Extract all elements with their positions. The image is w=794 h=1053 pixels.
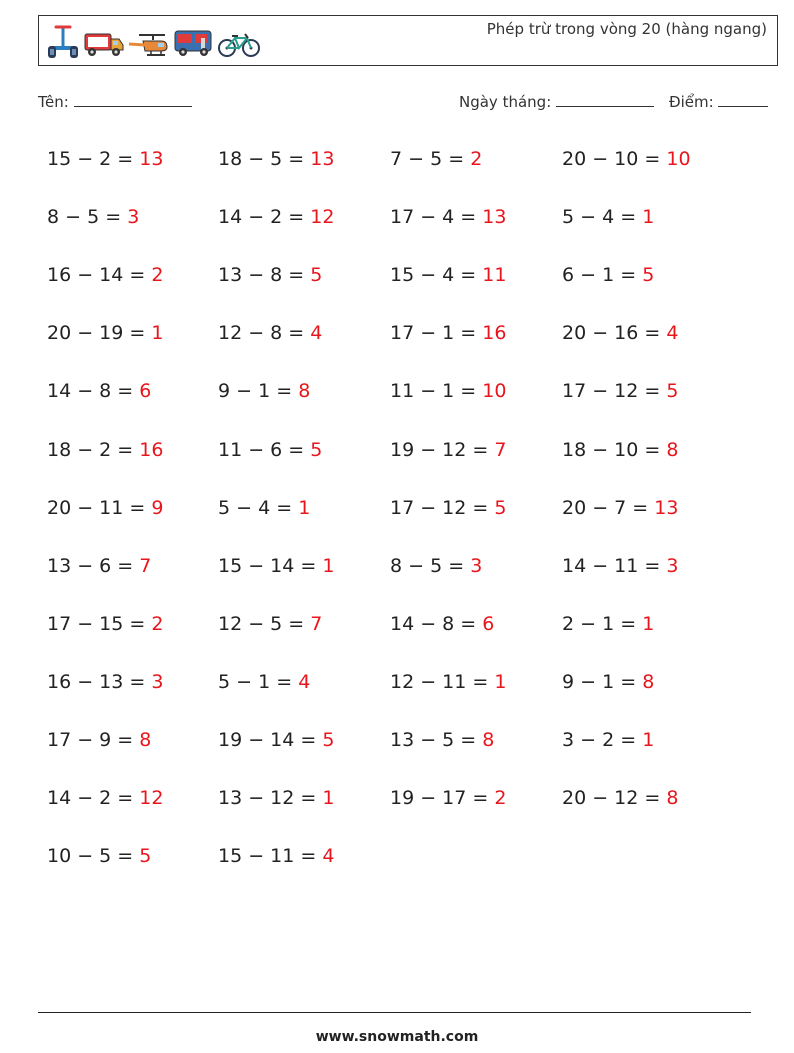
problem-45 xyxy=(47,787,163,809)
score-blank[interactable] xyxy=(718,92,768,107)
problem-answer: 13 xyxy=(482,206,507,229)
problem-answer: 5 xyxy=(139,845,152,868)
name-label: Tên: xyxy=(38,93,69,111)
score-field xyxy=(669,92,768,111)
problem-answer: 2 xyxy=(494,787,507,810)
problem-32 xyxy=(562,555,678,577)
problem-1 xyxy=(47,148,163,170)
problem-question: 11 − 1 = xyxy=(390,380,483,403)
van-icon xyxy=(173,28,215,58)
problem-question: 18 − 10 = xyxy=(562,438,667,461)
problem-answer: 5 xyxy=(310,264,323,287)
problem-question: 20 − 7 = xyxy=(562,496,655,519)
header-box xyxy=(38,15,778,66)
helicopter-icon xyxy=(127,32,171,58)
problem-answer: 2 xyxy=(151,264,164,287)
problem-33 xyxy=(47,613,163,635)
problem-4 xyxy=(562,148,691,170)
problem-17 xyxy=(47,380,151,402)
problem-41 xyxy=(47,729,151,751)
problem-answer: 12 xyxy=(310,206,335,229)
problem-8 xyxy=(562,206,654,228)
problem-question: 20 − 12 = xyxy=(562,787,667,810)
problem-answer: 1 xyxy=(322,554,335,577)
problem-2 xyxy=(218,148,334,170)
problem-answer: 13 xyxy=(654,496,679,519)
problem-answer: 5 xyxy=(666,380,679,403)
problem-answer: 1 xyxy=(322,787,335,810)
problem-19 xyxy=(390,380,506,402)
problem-question: 20 − 11 = xyxy=(47,496,152,519)
problem-question: 15 − 4 = xyxy=(390,264,483,287)
problem-answer: 7 xyxy=(310,612,323,635)
problem-question: 14 − 2 = xyxy=(47,787,140,810)
worksheet-title: Phép trừ trong vòng 20 (hàng ngang) xyxy=(486,20,767,38)
problem-29 xyxy=(47,555,151,577)
problem-answer: 1 xyxy=(642,612,655,635)
problem-question: 17 − 9 = xyxy=(47,729,140,751)
problem-question: 5 − 4 = xyxy=(218,496,299,519)
problem-answer: 5 xyxy=(494,496,507,519)
problem-answer: 9 xyxy=(151,496,164,519)
problem-question: 18 − 5 = xyxy=(218,148,311,170)
name-blank[interactable] xyxy=(74,92,192,107)
problem-30 xyxy=(218,555,334,577)
date-label: Ngày tháng: xyxy=(459,93,552,111)
problem-answer: 16 xyxy=(482,322,507,345)
problem-6 xyxy=(218,206,334,228)
problem-answer: 8 xyxy=(298,380,311,403)
problem-answer: 8 xyxy=(139,729,152,751)
problem-question: 17 − 4 = xyxy=(390,206,483,229)
problem-answer: 2 xyxy=(151,612,164,635)
problem-question: 2 − 1 = xyxy=(562,612,643,635)
problem-question: 8 − 5 = xyxy=(47,206,128,229)
problem-answer: 6 xyxy=(139,380,152,403)
footer-divider xyxy=(38,1012,751,1013)
problem-question: 20 − 19 = xyxy=(47,322,152,345)
problem-answer: 10 xyxy=(482,380,507,403)
date-field xyxy=(459,92,654,111)
problem-question: 14 − 8 = xyxy=(390,612,483,635)
footer-website: www.snowmath.com xyxy=(315,1029,479,1045)
problem-question: 5 − 4 = xyxy=(562,206,643,229)
problem-16 xyxy=(562,322,678,344)
problem-28 xyxy=(562,497,678,519)
problem-answer: 16 xyxy=(139,438,164,461)
problem-3 xyxy=(390,148,482,170)
problem-question: 18 − 2 = xyxy=(47,438,140,461)
problem-question: 19 − 14 = xyxy=(218,729,323,751)
problem-question: 16 − 14 = xyxy=(47,264,152,287)
problem-answer: 8 xyxy=(482,729,495,751)
problem-44 xyxy=(562,729,654,751)
problem-13 xyxy=(47,322,163,344)
scooter-icon xyxy=(45,24,81,58)
problem-answer: 1 xyxy=(298,496,311,519)
problem-36 xyxy=(562,613,654,635)
problem-42 xyxy=(218,729,334,751)
problem-10 xyxy=(218,264,322,286)
header-icons xyxy=(45,24,261,58)
problem-48 xyxy=(562,787,678,809)
problem-answer: 1 xyxy=(642,206,655,229)
problem-answer: 4 xyxy=(666,322,679,345)
problem-question: 8 − 5 = xyxy=(390,554,471,577)
problem-40 xyxy=(562,671,654,693)
problem-answer: 1 xyxy=(151,322,164,345)
problem-question: 19 − 17 = xyxy=(390,787,495,810)
problem-20 xyxy=(562,380,678,402)
problem-35 xyxy=(390,613,494,635)
problem-question: 12 − 5 = xyxy=(218,612,311,635)
bicycle-icon xyxy=(217,32,261,58)
problem-38 xyxy=(218,671,310,693)
problem-43 xyxy=(390,729,494,751)
problem-question: 14 − 2 = xyxy=(218,206,311,229)
problem-answer: 12 xyxy=(139,787,164,810)
truck-icon xyxy=(83,30,125,58)
problem-answer: 5 xyxy=(322,729,335,751)
problem-answer: 11 xyxy=(482,264,507,287)
problem-answer: 4 xyxy=(322,845,335,868)
problem-question: 12 − 8 = xyxy=(218,322,311,345)
problem-answer: 1 xyxy=(494,670,507,693)
problem-37 xyxy=(47,671,163,693)
problem-answer: 10 xyxy=(666,148,691,170)
problem-answer: 4 xyxy=(298,670,311,693)
problem-39 xyxy=(390,671,506,693)
problem-question: 15 − 2 = xyxy=(47,148,140,170)
problem-11 xyxy=(390,264,506,286)
problem-question: 13 − 6 = xyxy=(47,554,140,577)
problem-question: 5 − 1 = xyxy=(218,670,299,693)
problem-answer: 7 xyxy=(494,438,507,461)
problem-answer: 13 xyxy=(139,148,164,170)
date-blank[interactable] xyxy=(556,92,654,107)
problem-21 xyxy=(47,439,163,461)
problem-answer: 3 xyxy=(666,554,679,577)
problem-23 xyxy=(390,439,506,461)
problem-answer: 6 xyxy=(482,612,495,635)
problem-answer: 3 xyxy=(151,670,164,693)
problem-34 xyxy=(218,613,322,635)
problem-question: 14 − 11 = xyxy=(562,554,667,577)
problem-31 xyxy=(390,555,482,577)
problem-7 xyxy=(390,206,506,228)
problem-answer: 8 xyxy=(666,438,679,461)
problem-49 xyxy=(47,845,151,867)
problem-question: 11 − 6 = xyxy=(218,438,311,461)
problem-answer: 5 xyxy=(642,264,655,287)
problem-question: 9 − 1 = xyxy=(562,670,643,693)
problem-question: 13 − 8 = xyxy=(218,264,311,287)
problem-question: 3 − 2 = xyxy=(562,729,643,751)
problem-answer: 13 xyxy=(310,148,335,170)
problem-question: 9 − 1 = xyxy=(218,380,299,403)
problem-answer: 7 xyxy=(139,554,152,577)
problem-question: 16 − 13 = xyxy=(47,670,152,693)
problem-9 xyxy=(47,264,163,286)
problem-12 xyxy=(562,264,654,286)
problem-question: 17 − 12 = xyxy=(390,496,495,519)
problem-answer: 3 xyxy=(470,554,483,577)
problem-question: 12 − 11 = xyxy=(390,670,495,693)
problem-answer: 4 xyxy=(310,322,323,345)
problem-14 xyxy=(218,322,322,344)
problem-answer: 2 xyxy=(470,148,483,170)
problem-18 xyxy=(218,380,310,402)
problem-question: 17 − 15 = xyxy=(47,612,152,635)
problem-question: 15 − 14 = xyxy=(218,554,323,577)
problem-question: 17 − 1 = xyxy=(390,322,483,345)
problem-question: 20 − 10 = xyxy=(562,148,667,170)
problem-answer: 8 xyxy=(666,787,679,810)
problem-answer: 5 xyxy=(310,438,323,461)
problem-question: 15 − 11 = xyxy=(218,845,323,868)
problem-answer: 8 xyxy=(642,670,655,693)
problem-question: 10 − 5 = xyxy=(47,845,140,868)
problem-5 xyxy=(47,206,139,228)
problem-question: 19 − 12 = xyxy=(390,438,495,461)
score-label: Điểm: xyxy=(669,93,714,111)
problem-46 xyxy=(218,787,334,809)
problem-question: 17 − 12 = xyxy=(562,380,667,403)
name-field xyxy=(38,92,192,111)
problem-answer: 1 xyxy=(642,729,655,751)
problem-question: 13 − 12 = xyxy=(218,787,323,810)
problem-question: 13 − 5 = xyxy=(390,729,483,751)
problem-15 xyxy=(390,322,506,344)
problem-26 xyxy=(218,497,310,519)
problem-25 xyxy=(47,497,163,519)
problem-24 xyxy=(562,439,678,461)
problem-question: 14 − 8 = xyxy=(47,380,140,403)
problem-question: 7 − 5 = xyxy=(390,148,471,170)
problem-answer: 3 xyxy=(127,206,140,229)
problem-47 xyxy=(390,787,506,809)
problem-27 xyxy=(390,497,506,519)
problem-question: 20 − 16 = xyxy=(562,322,667,345)
problem-22 xyxy=(218,439,322,461)
problem-50 xyxy=(218,845,334,867)
problem-question: 6 − 1 = xyxy=(562,264,643,287)
